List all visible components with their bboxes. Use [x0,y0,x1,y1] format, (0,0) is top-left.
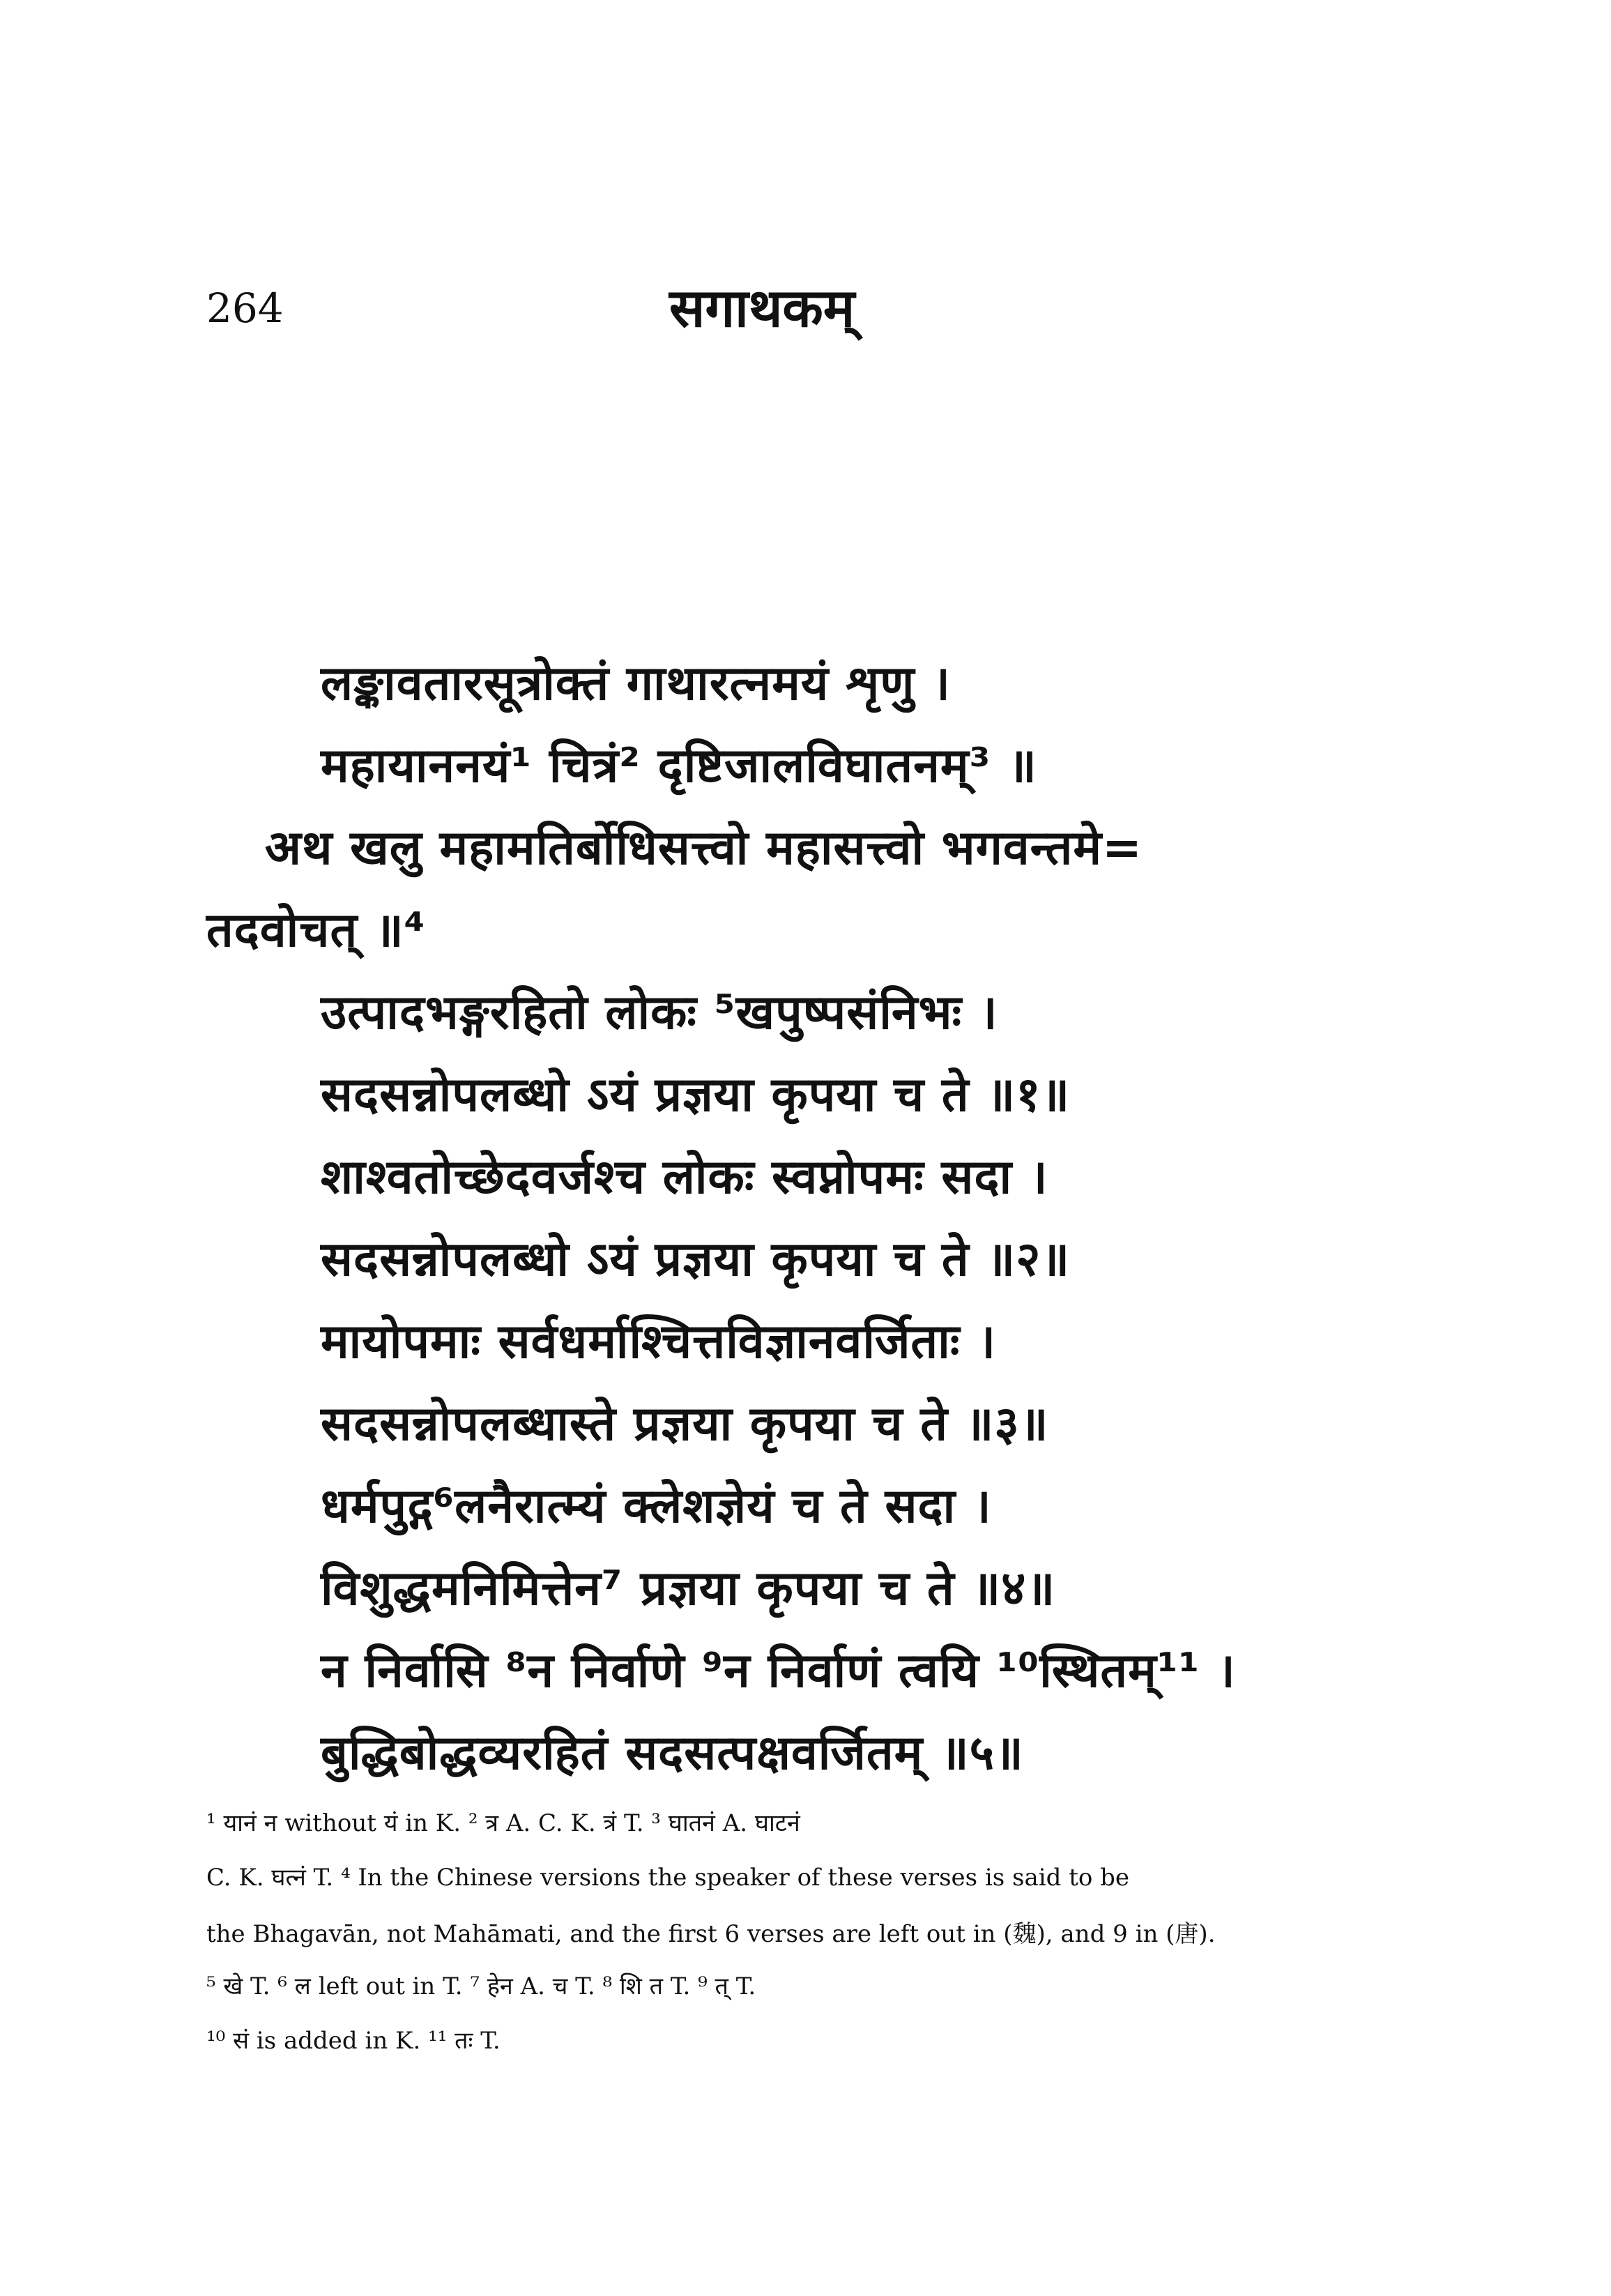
verse-line: सदसन्नोपलब्धास्ते प्रज्ञया कृपया च ते ॥३॥ [321,1397,1049,1452]
verse-line: शाश्वतोच्छेदवर्जश्च लोकः स्वप्नोपमः सदा । [321,1150,1048,1205]
verse-line: मायोपमाः सर्वधर्माश्चित्तविज्ञानवर्जिताः । [321,1314,996,1369]
footnote-line: ⁵ खे T. ⁶ ल left out in T. ⁷ हेन A. च T. ⁸ शि त T. ⁹ त् T. [206,1972,756,2000]
verse-line: सदसन्नोपलब्धो ऽयं प्रज्ञया कृपया च ते ॥१॥ [321,1067,1071,1123]
prose-line: अथ खलु महामतिर्बोधिसत्त्वो महासत्त्वो भगवन्तमे= [265,821,1143,876]
footnote-line: C. K. घत्नं T. ⁴ In the Chinese versions the speaker of these verses is said to be [206,1864,1130,1892]
verse-line: लङ्कावतारसूत्रोक्तं गाथारत्नमयं शृणु । [321,656,951,711]
verse-line: धर्मपुद्ग⁶लनैरात्म्यं क्लेशज्ञेयं च ते सदा । [321,1479,992,1534]
verse-line: सदसन्नोपलब्धो ऽयं प्रज्ञया कृपया च ते ॥२॥ [321,1232,1071,1287]
prose-line: तदवोचत् ॥⁴ [206,903,426,958]
footnote-line: ¹⁰ सं is added in K. ¹¹ तः T. [206,2027,501,2055]
verse-line: महायाननयं¹ चित्रं² दृष्टिजालविघातनम्³ ॥ [321,738,1037,793]
page-number: 264 [206,284,284,332]
running-head: सगाथकम् [669,277,855,339]
verse-line: न निर्वासि ⁸न निर्वाणे ⁹न निर्वाणं त्वयि ¹⁰स्थितम्¹¹ । [321,1643,1236,1698]
verse-line: बुद्धिबोद्धव्यरहितं सदसत्पक्षवर्जितम् ॥५॥ [321,1726,1024,1781]
footnote-line: ¹ यानं न without यं in K. ² त्र A. C. K. त्रं T. ³ घातनं A. घाटनं [206,1809,800,1837]
footnote-line: the Bhagavān, not Mahāmati, and the first 6 verses are left out in (魏), and 9 in (唐). [206,1920,1216,1948]
verse-line: विशुद्धमनिमित्तेन⁷ प्रज्ञया कृपया च ते ॥४॥ [321,1561,1056,1616]
verse-line: उत्पादभङ्गरहितो लोकः ⁵खपुष्पसंनिभः । [321,985,998,1040]
